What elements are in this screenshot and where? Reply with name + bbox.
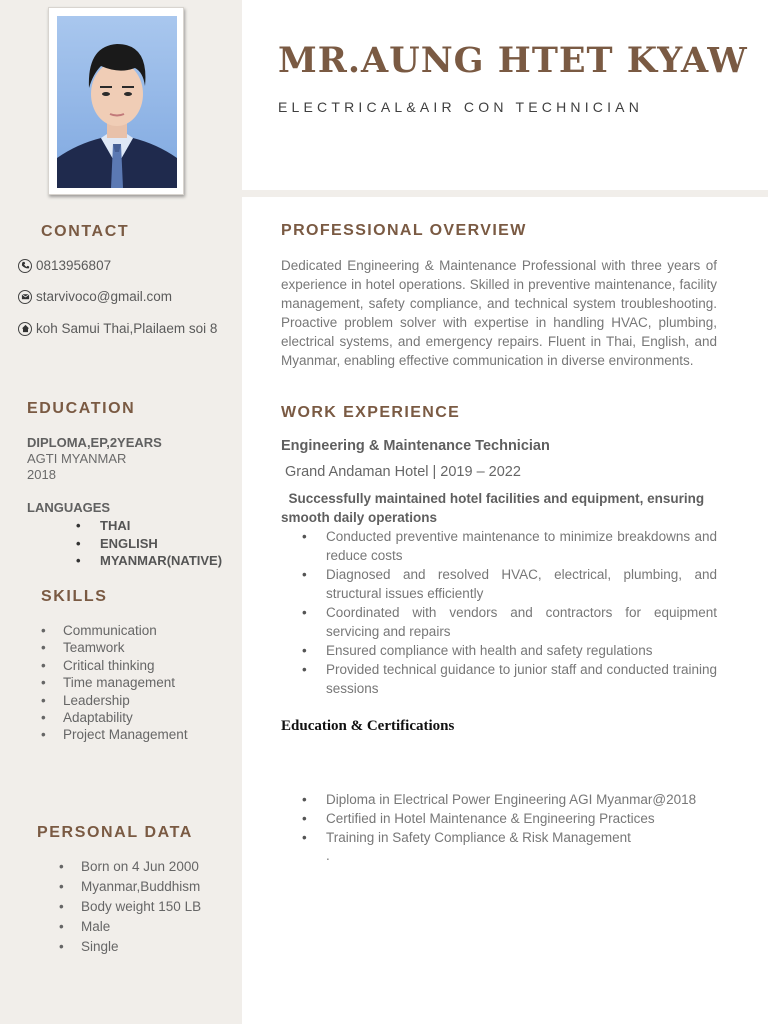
list-item: • ENGLISH [76,535,222,553]
list-item: • Single [59,937,201,957]
trailing-period: . [326,848,330,863]
overview-heading: PROFESSIONAL OVERVIEW [281,222,527,239]
job-tasks-list [300,527,717,698]
certifications-heading: Education & Certifications [281,718,455,734]
profile-photo [48,7,184,195]
list-item: • Ensured compliance with health and safety regulations [300,641,717,660]
education-year: 2018 [27,467,56,482]
contact-heading: CONTACT [41,223,130,240]
personal-data-heading: PERSONAL DATA [37,824,193,841]
education-school: AGTI MYANMAR [27,451,127,466]
certifications-list [300,790,696,848]
home-icon [18,322,32,336]
contact-phone [18,258,111,273]
job-role: ELECTRICAL&AIR CON TECHNICIAN [278,99,644,115]
contact-email [18,289,172,304]
list-item: • Provided technical guidance to junior staff and conducted training sessions [300,660,717,698]
list-item: • MYANMAR(NATIVE) [76,552,222,570]
header-divider [242,190,768,197]
work-experience-heading: WORK EXPERIENCE [281,404,461,421]
portrait-illustration [57,16,177,188]
list-item: • Time management [41,674,188,691]
languages-heading: LANGUAGES [27,500,111,515]
list-item: • Body weight 150 LB [59,897,201,917]
skills-heading: SKILLS [41,588,108,605]
list-item: • Conducted preventive maintenance to minimize breakdowns and reduce costs [300,527,717,565]
list-item: • Adaptability [41,709,188,726]
education-heading: EDUCATION [27,400,136,417]
list-item: • Training in Safety Compliance & Risk Management [300,828,696,847]
street-address: koh Samui Thai,Plailaem soi 8 [36,321,218,336]
education-details [27,435,162,483]
list-item: • Project Management [41,726,188,743]
skills-list [41,622,188,744]
list-item: • Diagnosed and resolved HVAC, electrical, plumbing, and structural issues efficiently [300,565,717,603]
list-item: • Leadership [41,692,188,709]
job-employer-dates: Grand Andaman Hotel | 2019 – 2022 [285,464,521,480]
header-band [242,0,768,190]
phone-icon [18,259,32,273]
job-summary [281,489,717,527]
languages-list [76,517,222,570]
list-item: • Certified in Hotel Maintenance & Engineering Practices [300,809,696,828]
list-item: • Teamwork [41,639,188,656]
list-item: • THAI [76,517,222,535]
job-summary-text: Successfully maintained hotel facilities and equipment, ensuring smooth daily operations [281,491,705,525]
education-degree: DIPLOMA,EP,2YEARS [27,435,162,450]
list-item: • Male [59,917,201,937]
phone-number[interactable]: 0813956807 [36,258,112,273]
list-item: • Coordinated with vendors and contractors for equipment servicing and repairs [300,603,717,641]
contact-address [18,321,217,336]
personal-data-list [59,857,201,957]
list-item: • Critical thinking [41,657,188,674]
list-item: • Born on 4 Jun 2000 [59,857,201,877]
list-item: • Communication [41,622,188,639]
list-item: • Myanmar,Buddhism [59,877,201,897]
list-item: • Diploma in Electrical Power Engineering AGI Myanmar@2018 [300,790,696,809]
email-address[interactable]: starvivoco@gmail.com [36,289,172,304]
overview-text: Dedicated Engineering & Maintenance Professional with three years of experience in hotel operations. Skilled in preventive maintenance, facility management, safety compliance, and technical system troubleshooting. Proactive problem solver with expertise in handling HVAC, plumbing, electrical systems, and emergency repairs. Fluent in Thai, English, and Myanmar, enabling effective communication in diverse environments. [281,258,717,368]
full-name: MR.AUNG HTET KYAW [278,40,748,81]
job-title: Engineering & Maintenance Technician [281,438,550,454]
email-icon [18,290,32,304]
